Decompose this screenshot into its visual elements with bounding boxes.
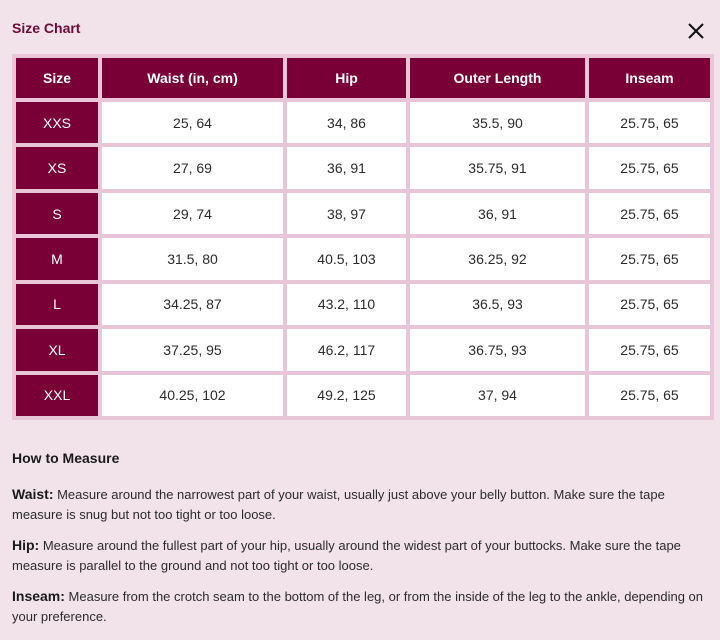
size-cell: XXL	[16, 375, 98, 416]
inseam-instruction	[12, 586, 708, 628]
outer-length-cell: 35.5, 90	[410, 102, 585, 143]
hip-cell: 34, 86	[287, 102, 406, 143]
outer-length-cell: 37, 94	[410, 375, 585, 416]
inseam-cell: 25.75, 65	[589, 147, 710, 188]
column-header-inseam: Inseam	[589, 58, 710, 98]
inseam-cell: 25.75, 65	[589, 102, 710, 143]
table-row	[16, 284, 710, 325]
hip-cell: 38, 97	[287, 193, 406, 234]
size-cell: L	[16, 284, 98, 325]
column-header-hip: Hip	[287, 58, 406, 98]
hip-cell: 40.5, 103	[287, 238, 406, 279]
how-to-measure-heading: How to Measure	[12, 450, 120, 466]
waist-label: Waist:	[12, 485, 54, 502]
inseam-cell: 25.75, 65	[589, 375, 710, 416]
hip-label: Hip:	[12, 536, 40, 553]
inseam-label: Inseam:	[12, 587, 65, 604]
table-row	[16, 329, 710, 370]
hip-cell: 36, 91	[287, 147, 406, 188]
hip-text: Measure around the fullest part of your hip, usually around the widest part of your buttocks. Make sure the tape measure is parallel to the ground and not too tight or too loose.	[12, 537, 681, 573]
size-cell: XS	[16, 147, 98, 188]
waist-instruction	[12, 484, 708, 526]
size-cell: XL	[16, 329, 98, 370]
size-cell: S	[16, 193, 98, 234]
waist-cell: 25, 64	[102, 102, 283, 143]
size-cell: XXS	[16, 102, 98, 143]
column-header-waist: Waist (in, cm)	[102, 58, 283, 98]
outer-length-cell: 36.5, 93	[410, 284, 585, 325]
waist-cell: 29, 74	[102, 193, 283, 234]
size-chart-table	[12, 54, 714, 420]
table-row	[16, 238, 710, 279]
waist-cell: 27, 69	[102, 147, 283, 188]
page-title: Size Chart	[12, 20, 81, 36]
outer-length-cell: 36.25, 92	[410, 238, 585, 279]
table-header-row	[16, 58, 710, 98]
table-row	[16, 147, 710, 188]
hip-cell: 46.2, 117	[287, 329, 406, 370]
outer-length-cell: 35.75, 91	[410, 147, 585, 188]
size-cell: M	[16, 238, 98, 279]
waist-cell: 40.25, 102	[102, 375, 283, 416]
hip-cell: 43.2, 110	[287, 284, 406, 325]
outer-length-cell: 36.75, 93	[410, 329, 585, 370]
close-button[interactable]	[684, 19, 708, 43]
waist-text: Measure around the narrowest part of your waist, usually just above your belly button. Make sure the tape measure is snug but not too tight or too loose.	[12, 486, 665, 522]
inseam-cell: 25.75, 65	[589, 284, 710, 325]
hip-instruction	[12, 535, 708, 577]
outer-length-cell: 36, 91	[410, 193, 585, 234]
inseam-text: Measure from the crotch seam to the bottom of the leg, or from the inside of the leg to the ankle, depending on your preference.	[12, 588, 704, 624]
column-header-size: Size	[16, 58, 98, 98]
hip-cell: 49.2, 125	[287, 375, 406, 416]
waist-cell: 37.25, 95	[102, 329, 283, 370]
how-to-measure-section	[12, 448, 708, 637]
close-icon[interactable]	[684, 19, 708, 43]
table-row	[16, 102, 710, 143]
waist-cell: 34.25, 87	[102, 284, 283, 325]
table-row	[16, 193, 710, 234]
column-header-outer-length: Outer Length	[410, 58, 585, 98]
waist-cell: 31.5, 80	[102, 238, 283, 279]
table-row	[16, 375, 710, 416]
inseam-cell: 25.75, 65	[589, 329, 710, 370]
inseam-cell: 25.75, 65	[589, 193, 710, 234]
inseam-cell: 25.75, 65	[589, 238, 710, 279]
